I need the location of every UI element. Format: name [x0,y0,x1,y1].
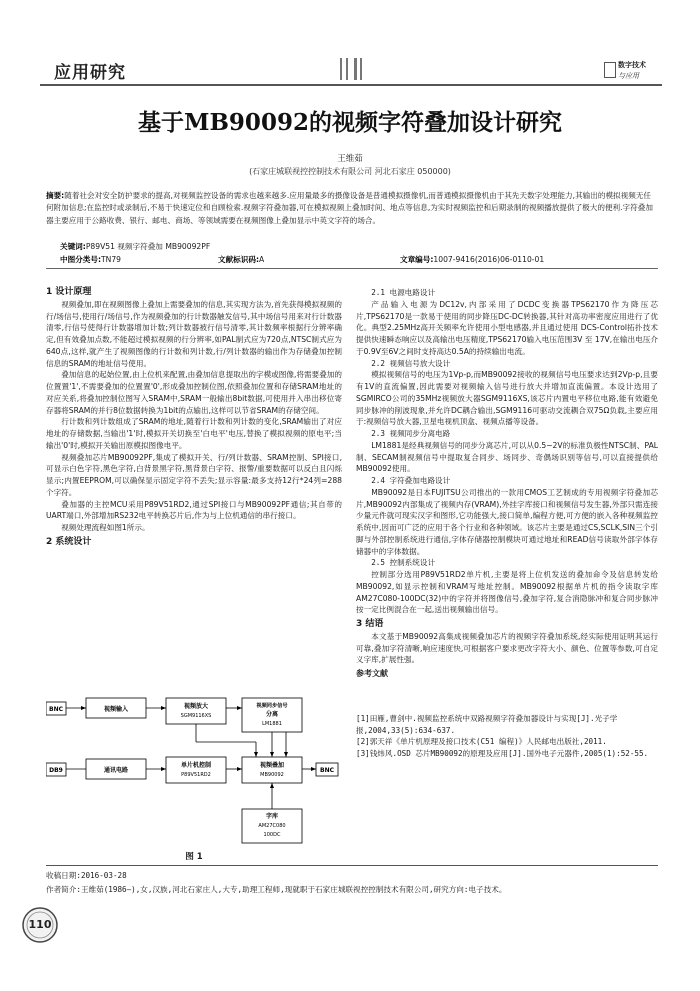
page-number: 110 [28,918,52,931]
figure-caption: 图 1 [185,852,203,862]
art-label: 文章编号: [400,255,434,264]
logo-top-text: 数字技术 [618,61,646,69]
section-heading-1: 1 设计原理 [46,287,92,297]
overlay-part: MB90092 [260,772,284,778]
paragraph: 产品输入电源为DC12v,内部采用了DCDC变换器TPS62170作为降压芯片,TPS62170是一款易于使用的同步降压DC-DC转换器,其针对高功率密度应用进行了优化。典型2.25MHz高开关频率允许使用小型电感器,并且通过使用 DCS-Control拓扑技术提供快速瞬态响应以及高输出电压精度,TPS62170输入电压范围3V 至 17V,在输出电压介于0.9V至6V之间时支持高达0.5A的持续输出电流。 [356,299,658,356]
amplifier-label: 视频放大 [183,703,209,710]
mcu-box [166,757,226,783]
abstract [46,190,658,227]
keywords-text: P89V51 视频字符叠加 MB90092PF [85,242,211,251]
bnc-input-label: BNC [49,706,63,713]
references-list [356,713,658,759]
header-decoration [340,58,364,80]
abstract-label: 摘要: [46,191,65,200]
article-number [400,254,544,265]
paragraph: 视频处理流程如图1所示。 [61,523,150,532]
bnc-output-label: BNC [320,767,334,774]
subsection-heading: 2.4 字符叠加电路设计 [371,476,451,485]
amplifier-part: SGM9116XS [180,713,212,719]
mcu-label: 单片机控制 [180,762,212,769]
mcu-part: P89V51RD2 [181,772,211,778]
paragraph: 叠加信息的起始位置,由上位机来配置,由叠加信息提取出的字模或图像,将需要叠加的位置置'1',不需要叠加的位置置'0',形成叠加控制位图,依照叠加位置和存储SRAM地址的对应关系,将叠加控制位图写入SRAM中,SRAM一般输出8bit数据,可使用并入串出移位寄存器将SRAM的并行8位数据转换为1bit的点输出,这样可以节省SRAM的存储空间。 [46,370,342,415]
doc-label: 文献标识码: [218,255,260,264]
overlay-box [242,757,302,783]
abstract-rule [46,268,658,269]
comm-label: 通讯电路 [103,767,129,774]
system-block-diagram [46,697,342,857]
paragraph: 叠加器的主控MCU采用P89V51RD2,通过SPI接口与MB90092PF通信;其自带的UART端口,外部增加RS232电平转换芯片后,作为与上位机通信的串行接口。 [46,499,342,521]
paragraph: 模拟视频信号的电压为1Vp-p,而MB90092接收的视频信号电压要求达到2Vp-p,且要有1V的直流偏置,因此需要对视频输入信号进行放大并增加直流偏置。本设计选用了SGMIRCO公司的35MHz视频放大器SGM9116XS,该芯片内置电平移位电路,能有效避免同步脉冲的削波现象,并允许DC耦合输出,SGM9116可驱动交流耦合双75Ω负载,主要应用于:视频信号放大器,卫星电视机顶盒、视频点播等设备。 [356,370,658,427]
reference-item: [2]郭天祥《单片机原理及接口技术(C51 编程)》人民邮电出版社,2011. [356,737,607,747]
subsection-heading: 2.5 控制系统设计 [371,558,436,568]
section-header: 应用研究 [54,63,126,83]
paragraph: 视频叠加,即在视频图像上叠加上需要叠加的信息,其实现方法为,首先获得模拟视频的行/场信号,使用行/场信号,作为视频叠加的行计数器触发信号,其中场信号用来对行计数器清零,行信号使得行计数器增加计数;列计数器被行信号清零,其计数频率根据行分辨率确定,但有效叠加点数,不能超过模拟视频的行分辨率,如PAL制式应为720点,NTSC制式应为640点,这样,就产生了视频图像的行计数和列计数,行/列计数器的输出作为存储叠加控制信息的SRAM的地址信号使用。 [46,299,342,368]
footer-rule [46,865,658,866]
amplifier-box [166,698,226,724]
sync-label-1: 视频同步信号 [256,703,288,709]
font-rom-part-2: 100DC [263,832,281,838]
header-rule [40,84,662,86]
author: 王维茹 [337,154,363,164]
classification-number [60,254,121,265]
right-column [356,287,658,680]
received-date: 收稿日期:2016-03-28 [46,871,127,880]
paragraph: 本文基于MB90092高集成视频叠加芯片的视频字符叠加系统,经实际使用证明其运行可靠,叠加字符清晰,响应速度快,可根据客户要求更改字符大小、颜色、位置等参数,可自定义字库,扩展性强。 [356,631,658,665]
paragraph: 控制部分选用P89V51RD2单片机,主要是将上位机发送的叠加命令及信息转发给MB90092,如显示控制和VRAM写地址控制。MB90092根据单片机的指令读取字库AM27C080-100DC(32)中的字符并将图像信号,叠加字符,复合消隐脉冲和复合同步脉冲按一定比例混合在一起,送出视频输出信号。 [356,570,658,615]
page-number-badge [20,905,60,945]
keywords [60,241,210,252]
overlay-label: 视频叠加 [259,762,285,769]
document-code [218,254,264,265]
cls-label: 中图分类号: [60,255,102,264]
paragraph: 视频叠加芯片MB90092PF,集成了模拟开关、行/列计数器、SRAM控制、SPI接口,可显示白色字符,黑色字符,白背景黑字符,黑背景白字符、报警/重要数据可以反白且闪烁显示;内置EEPROM,可以确保显示固定字符不丢失;显示容量:最多支持12行*24列=288个字符。 [46,452,342,497]
doc-value: A [259,255,265,264]
author-bio: 作者简介:王维茹(1986—),女,汉族,河北石家庄人,大专,助理工程师,现就职于石家庄城联视控控制技术有限公司,研究方向:电子技术。 [46,885,507,894]
section-heading-3: 3 结语 [356,619,384,629]
reference-item: [1]田雁,曹剑中.视频监控系统中双路视频字符叠加器设计与实现[J].光子学报,2004,33(5):634-637. [356,714,618,735]
font-rom-part-1: AM27C080 [258,823,286,829]
keywords-label: 关键词: [60,242,86,251]
logo-bottom-text: 与应用 [618,72,639,80]
font-rom-label: 字库 [265,813,279,820]
paragraph: 行计数和列计数组成了SRAM的地址,随着行计数和列计数的变化,SRAM输出了对应地址的存储数据,当输出'1'时,模拟开关切换至'白电平'电压,替换了模拟视频的原电平;当输出'0'时,模拟开关输出原模拟图像电平。 [46,417,342,450]
journal-logo [604,60,654,82]
affiliation: (石家庄城联视控控制技术有限公司 河北石家庄 050000) [249,167,451,176]
left-column [46,287,342,549]
abstract-text: 随着社会对安全防护要求的提高,对视频监控设备的需求也越来越多.应用量最多的摄像设备是普通模拟摄像机,而普通模拟摄像机由于其先天数字处理能力,其输出的模拟视频无任何附加信息;在监控时或录制后,不易于快速定位和自顾检索.视频字符叠加器,可在模拟视频上叠加时间、地点等信息,为实时视频监控和后期录制的视频播放提供了极大的便利.字符叠加器主要应用于公路收费、银行、邮电、商场、等领域需要在视频图像上叠加显示中英文字符的场合。 [46,191,653,225]
reference-item: [3]钱炜风.OSD 芯片MB90092的原理及应用[J].国外电子元器件,2005(1):52-55. [356,748,649,758]
paragraph: LM1881是经典视频信号的同步分离芯片,可以从0.5~2V的标准负极性NTSC制、PAL制、SECAM制视频信号中提取复合同步、场同步、奇偶场识别等信号,可以直接提供给MB90092使用。 [356,440,658,474]
sync-label-2: 分离 [265,711,279,718]
db9-label: DB9 [49,767,63,774]
cls-value: TN79 [101,255,121,264]
subsection-heading: 2.1 电源电路设计 [371,288,436,297]
art-value: 1007-9416(2016)06-0110-01 [433,255,545,264]
sync-part: LM1881 [262,721,282,727]
subsection-heading: 2.3 视频同步分离电路 [371,429,451,438]
section-heading-2: 2 系统设计 [46,536,92,547]
references-heading: 参考文献 [356,669,388,678]
subsection-heading: 2.2 视频信号放大设计 [371,358,451,368]
paragraph: MB90092是日本FUJITSU公司推出的一款用CMOS工艺制成的专用视频字符叠加芯片,MB90092内部集成了视频内存(VRAM),外挂字库接口和视频信号发生器,外部只需连接少量元件就可现实汉字和图形,它功能强大,接口简单,编程方便,可方便的嵌入各种视频监控系统中,因而可广泛的应用于各个行业和各种领域。该芯片主要是通过CS,SCLK,SIN三个引脚与外部控制系统进行通信,字体存储器控制模块可通过地址和READ信号读取外部字体存储器中的字体数据。 [356,487,658,556]
video-input-label: 视频输入 [103,706,129,713]
paper-title: 基于MB90092的视频字符叠加设计研究 [138,109,562,136]
logo-icon [604,62,616,78]
